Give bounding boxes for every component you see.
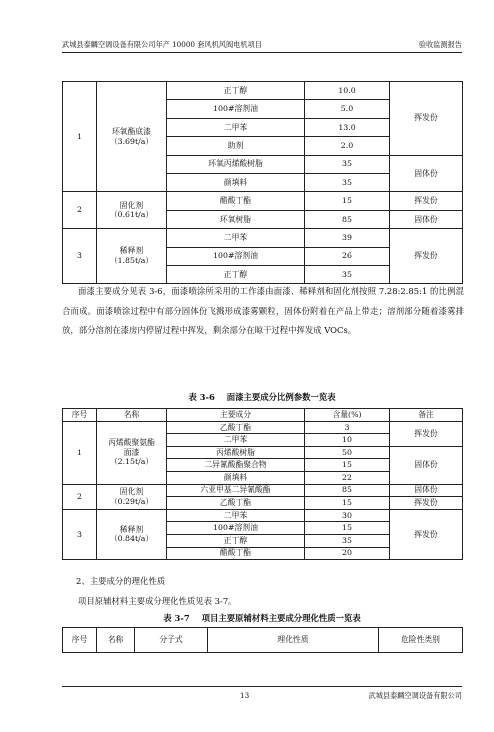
cell-remark: 固体份	[390, 210, 463, 228]
cell-remark: 挥发份	[390, 497, 463, 510]
header-name: 名称	[97, 409, 167, 422]
cell-content: 35	[305, 173, 390, 191]
material-name-line: （1.85t/a）	[109, 256, 154, 266]
table-row	[63, 229, 463, 247]
cell-component: 环氧树脂	[167, 210, 305, 228]
table-3-7-caption	[62, 612, 462, 624]
cell-component: 100#溶剂油	[167, 522, 305, 535]
material-name-line: （0.29t/a）	[109, 496, 154, 506]
header-project-title: 武城县泰麟空调设备有限公司年产 10000 套风机风阀电机项目	[62, 40, 262, 49]
cell-component: 乙酸丁酯	[167, 497, 305, 510]
paragraph-topcoat-intro: 面漆主要成分见表 3-6，面漆喷涂所采用的工作漆由面漆、稀释剂和固化剂按照 7.28:2.85:1 的比例混合而成。面漆喷涂过程中有部分固体份飞溅形成漆雾颗粒，固体份附着在产品上带走；溶剂部分随着漆雾排放，部分溶剂在漆房内停留过程中挥发，剩余部分在晾干过程中挥发成 VOCs。	[62, 286, 464, 336]
cell-content: 35	[305, 155, 390, 173]
header-properties: 理化性质	[208, 628, 379, 653]
table-row	[63, 484, 463, 497]
cell-content: 39	[305, 229, 390, 247]
header-content: 含量(%)	[305, 409, 390, 422]
cell-remark: 固体份	[390, 446, 463, 484]
cell-remark: 挥发份	[390, 421, 463, 446]
cell-remark: 挥发份	[390, 82, 463, 156]
table-3-7-number: 表 3-7	[163, 613, 190, 623]
cell-content: 15	[305, 522, 390, 535]
cell-component: 二甲苯	[167, 509, 305, 522]
cell-material-name	[97, 229, 167, 284]
topcoat-composition-table-body	[63, 421, 463, 560]
cell-remark: 固体份	[390, 155, 463, 192]
paragraph-table-3-7-ref: 项目原辅材料主要成分理化性质见表 3-7。	[78, 596, 237, 606]
physicochemical-properties-table	[62, 627, 463, 653]
table-row	[63, 192, 463, 210]
cell-content: 15	[305, 459, 390, 472]
material-name-line: （0.61t/a）	[109, 210, 154, 220]
cell-remark: 挥发份	[390, 192, 463, 210]
cell-component: 助剂	[167, 137, 305, 155]
cell-content: 22	[305, 471, 390, 484]
cell-component: 颜填料	[167, 173, 305, 191]
material-name-line: （3.69t/a）	[109, 136, 154, 146]
cell-component: 醋酸丁酯	[167, 547, 305, 560]
cell-content: 85	[305, 210, 390, 228]
material-name-line: 稀释剂	[119, 246, 144, 256]
header-formula: 分子式	[135, 628, 208, 653]
cell-content: 10	[305, 434, 390, 447]
cell-no: 3	[63, 509, 97, 559]
cell-content: 5.0	[305, 100, 390, 118]
page-number: 13	[240, 691, 250, 700]
header-no: 序号	[63, 628, 97, 653]
cell-component: 正丁醇	[167, 265, 305, 283]
cell-content: 30	[305, 509, 390, 522]
header-name: 名称	[97, 628, 135, 653]
cell-material-name	[97, 82, 167, 192]
table-3-7-title: 项目主要原辅材料主要成分理化性质一览表	[201, 613, 361, 623]
table-3-6-caption	[62, 391, 462, 403]
material-name-line: 面漆	[123, 447, 140, 457]
cell-component: 环氧丙烯酸树脂	[167, 155, 305, 173]
cell-content: 15	[305, 192, 390, 210]
cell-content: 26	[305, 247, 390, 265]
cell-component: 100#溶剂油	[167, 247, 305, 265]
cell-component: 颜填料	[167, 471, 305, 484]
table-3-6-header-row	[63, 409, 463, 422]
cell-material-name	[97, 192, 167, 229]
table-3-6-number: 表 3-6	[188, 392, 215, 402]
cell-content: 3	[305, 421, 390, 434]
header-no: 序号	[63, 409, 97, 422]
cell-content: 15	[305, 497, 390, 510]
material-name-line: （2.15t/a）	[109, 457, 154, 467]
header-remarks: 备注	[390, 409, 463, 422]
cell-component: 乙酸丁酯	[167, 421, 305, 434]
cell-content: 35	[305, 265, 390, 283]
page-header	[62, 38, 462, 53]
cell-content: 35	[305, 534, 390, 547]
cell-content: 85	[305, 484, 390, 497]
cell-remark: 挥发份	[390, 229, 463, 284]
material-name-line: 固化剂	[119, 200, 144, 210]
table-3-7-header-row	[63, 628, 463, 653]
cell-no: 2	[63, 192, 97, 229]
cell-component: 丙烯酸树脂	[167, 446, 305, 459]
cell-material-name	[97, 509, 167, 559]
page-footer	[62, 686, 462, 700]
cell-no: 2	[63, 484, 97, 509]
cell-component: 醋酸丁酯	[167, 192, 305, 210]
cell-content: 50	[305, 446, 390, 459]
material-name-line: （0.84t/a）	[109, 534, 154, 544]
table-row	[63, 509, 463, 522]
cell-no: 3	[63, 229, 97, 284]
cell-component: 正丁醇	[167, 534, 305, 547]
cell-component: 二甲苯	[167, 434, 305, 447]
material-name-line: 环氧酯底漆	[112, 126, 151, 136]
material-name-line: 固化剂	[119, 486, 144, 496]
section-heading: 2、主要成分的理化性质	[76, 576, 166, 586]
cell-component: 正丁醇	[167, 82, 305, 100]
topcoat-composition-table	[62, 408, 463, 560]
header-component: 主要成分	[167, 409, 305, 422]
cell-no: 1	[63, 421, 97, 484]
cell-component: 六亚甲基二异氰酸酯	[167, 484, 305, 497]
footer-company: 武城县泰麟空调设备有限公司	[368, 691, 462, 700]
cell-content: 20	[305, 547, 390, 560]
material-name-line: 丙烯酸聚氨酯	[108, 437, 155, 447]
cell-content: 10.0	[305, 82, 390, 100]
table-row	[63, 421, 463, 434]
table-row	[63, 82, 463, 100]
cell-component: 100#溶剂油	[167, 100, 305, 118]
primer-composition-table-body	[63, 82, 463, 284]
cell-component: 二甲苯	[167, 229, 305, 247]
cell-material-name	[97, 484, 167, 509]
cell-component: 二甲苯	[167, 118, 305, 136]
cell-content: 2.0	[305, 137, 390, 155]
cell-no: 1	[63, 82, 97, 192]
table-3-6-title: 面漆主要成分比例参数一览表	[226, 392, 336, 402]
material-name-line: 稀释剂	[119, 524, 144, 534]
header-report-type: 验收监测报告	[418, 40, 462, 49]
cell-remark: 固体份	[390, 484, 463, 497]
cell-content: 13.0	[305, 118, 390, 136]
cell-material-name	[97, 421, 167, 484]
cell-component: 二异氰酸酯聚合物	[167, 459, 305, 472]
primer-composition-table	[62, 81, 463, 284]
header-hazard-class: 危险性类别	[379, 628, 463, 653]
cell-remark: 挥发份	[390, 509, 463, 559]
